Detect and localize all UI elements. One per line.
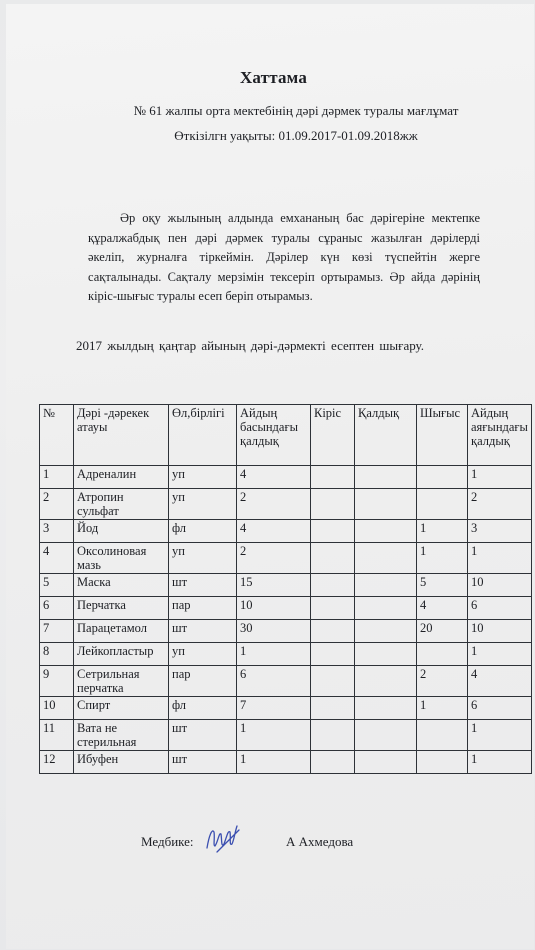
header-start-balance: Айдың басындағы қалдық <box>237 405 311 466</box>
cell-end-balance: 1 <box>468 643 532 666</box>
document-subtitle: № 61 жалпы орта мектебінің дәрі дәрмек туралы мағлұмат <box>133 103 459 118</box>
cell-num: 4 <box>40 543 74 574</box>
cell-income <box>311 751 355 774</box>
cell-end-balance: 1 <box>468 720 532 751</box>
cell-start-balance: 4 <box>237 466 311 489</box>
header-name: Дәрі -дәрекек атауы <box>74 405 169 466</box>
cell-start-balance: 1 <box>237 720 311 751</box>
cell-end-balance: 10 <box>468 574 532 597</box>
signature-name: А Ахмедова <box>286 834 354 849</box>
cell-name: Оксолиновая мазь <box>74 543 169 574</box>
cell-unit: шт <box>169 620 237 643</box>
cell-expense: 2 <box>417 666 468 697</box>
cell-unit: уп <box>169 543 237 574</box>
medicines-table <box>39 404 532 774</box>
cell-start-balance: 2 <box>237 489 311 520</box>
body-paragraph: Әр оқу жылының алдында емхананың бас дәрігеріне мектепке құралжабдық пен дәрі дәрмек туралы сұраныс жазылған дәрілерді әкеліп, журналға тіркеймін. Дәрілер күн көзі түспейтін жерге сақталынады. Сақталу мерзімін тексеріп ортырамыз. Әр айда дәрінің кіріс-шығыс туралы есеп беріп отырамыз. <box>88 211 480 303</box>
cell-start-balance: 7 <box>237 697 311 720</box>
cell-num: 6 <box>40 597 74 620</box>
cell-end-balance: 6 <box>468 597 532 620</box>
cell-expense <box>417 466 468 489</box>
cell-income <box>311 720 355 751</box>
cell-expense: 20 <box>417 620 468 643</box>
cell-expense <box>417 643 468 666</box>
cell-remainder <box>355 543 417 574</box>
table-title: 2017 жылдың қаңтар айының дәрі-дәрмекті есептен шығару. <box>76 338 425 353</box>
cell-expense <box>417 720 468 751</box>
cell-income <box>311 520 355 543</box>
cell-name: Перчатка <box>74 597 169 620</box>
cell-start-balance: 2 <box>237 543 311 574</box>
cell-remainder <box>355 489 417 520</box>
document-title: Хаттама <box>239 68 308 87</box>
header-remainder: Қалдық <box>355 405 417 466</box>
cell-unit: фл <box>169 520 237 543</box>
header-expense: Шығыс <box>417 405 468 466</box>
cell-remainder <box>355 643 417 666</box>
table-row <box>40 720 532 751</box>
table-row <box>40 520 532 543</box>
cell-income <box>311 666 355 697</box>
cell-num: 2 <box>40 489 74 520</box>
cell-name: Спирт <box>74 697 169 720</box>
cell-name: Адреналин <box>74 466 169 489</box>
table-row <box>40 597 532 620</box>
cell-num: 9 <box>40 666 74 697</box>
cell-remainder <box>355 620 417 643</box>
cell-unit: пар <box>169 597 237 620</box>
cell-num: 10 <box>40 697 74 720</box>
cell-num: 11 <box>40 720 74 751</box>
cell-income <box>311 643 355 666</box>
cell-unit: фл <box>169 697 237 720</box>
cell-income <box>311 489 355 520</box>
cell-start-balance: 10 <box>237 597 311 620</box>
cell-num: 12 <box>40 751 74 774</box>
cell-unit: шт <box>169 751 237 774</box>
cell-num: 3 <box>40 520 74 543</box>
signature-label: Медбике: <box>141 834 194 849</box>
cell-name: Парацетамол <box>74 620 169 643</box>
cell-unit: уп <box>169 489 237 520</box>
cell-start-balance: 1 <box>237 751 311 774</box>
cell-remainder <box>355 697 417 720</box>
cell-start-balance: 6 <box>237 666 311 697</box>
cell-income <box>311 466 355 489</box>
cell-expense: 4 <box>417 597 468 620</box>
cell-income <box>311 543 355 574</box>
cell-name: Маска <box>74 574 169 597</box>
cell-name: Атропин сульфат <box>74 489 169 520</box>
cell-income <box>311 574 355 597</box>
document-sheet <box>6 4 534 949</box>
cell-name: Лейкопластыр <box>74 643 169 666</box>
cell-remainder <box>355 597 417 620</box>
cell-remainder <box>355 466 417 489</box>
header-num: № <box>40 405 74 466</box>
cell-unit: пар <box>169 666 237 697</box>
table-row <box>40 666 532 697</box>
cell-income <box>311 620 355 643</box>
table-row <box>40 643 532 666</box>
table-row <box>40 751 532 774</box>
cell-name: Ибуфен <box>74 751 169 774</box>
cell-name: Вата не стерильная <box>74 720 169 751</box>
cell-end-balance: 4 <box>468 666 532 697</box>
table-row <box>40 620 532 643</box>
cell-expense: 1 <box>417 697 468 720</box>
table-row <box>40 543 532 574</box>
cell-unit: шт <box>169 720 237 751</box>
cell-expense: 1 <box>417 520 468 543</box>
cell-unit: уп <box>169 643 237 666</box>
table-row <box>40 574 532 597</box>
cell-start-balance: 4 <box>237 520 311 543</box>
cell-num: 1 <box>40 466 74 489</box>
cell-num: 8 <box>40 643 74 666</box>
cell-name: Йод <box>74 520 169 543</box>
cell-start-balance: 1 <box>237 643 311 666</box>
cell-remainder <box>355 666 417 697</box>
cell-end-balance: 10 <box>468 620 532 643</box>
cell-num: 5 <box>40 574 74 597</box>
cell-num: 7 <box>40 620 74 643</box>
cell-end-balance: 6 <box>468 697 532 720</box>
cell-start-balance: 30 <box>237 620 311 643</box>
document-period: Өткізілгн уақыты: 01.09.2017-01.09.2018жж <box>174 128 418 143</box>
cell-end-balance: 1 <box>468 543 532 574</box>
cell-unit: уп <box>169 466 237 489</box>
cell-remainder <box>355 574 417 597</box>
header-unit: Өл,бірлігі <box>169 405 237 466</box>
table-row <box>40 697 532 720</box>
handwritten-signature <box>203 822 243 856</box>
cell-start-balance: 15 <box>237 574 311 597</box>
table-row <box>40 489 532 520</box>
cell-end-balance: 3 <box>468 520 532 543</box>
table-header-row <box>40 405 532 466</box>
cell-name: Сетрильная перчатка <box>74 666 169 697</box>
header-income: Кіріс <box>311 405 355 466</box>
cell-income <box>311 697 355 720</box>
table-row <box>40 466 532 489</box>
cell-remainder <box>355 520 417 543</box>
cell-expense: 1 <box>417 543 468 574</box>
cell-end-balance: 2 <box>468 489 532 520</box>
cell-remainder <box>355 751 417 774</box>
cell-expense <box>417 489 468 520</box>
cell-end-balance: 1 <box>468 466 532 489</box>
cell-income <box>311 597 355 620</box>
cell-expense: 5 <box>417 574 468 597</box>
cell-unit: шт <box>169 574 237 597</box>
cell-remainder <box>355 720 417 751</box>
cell-end-balance: 1 <box>468 751 532 774</box>
cell-expense <box>417 751 468 774</box>
header-end-balance: Айдың аяғындағы қалдық <box>468 405 532 466</box>
